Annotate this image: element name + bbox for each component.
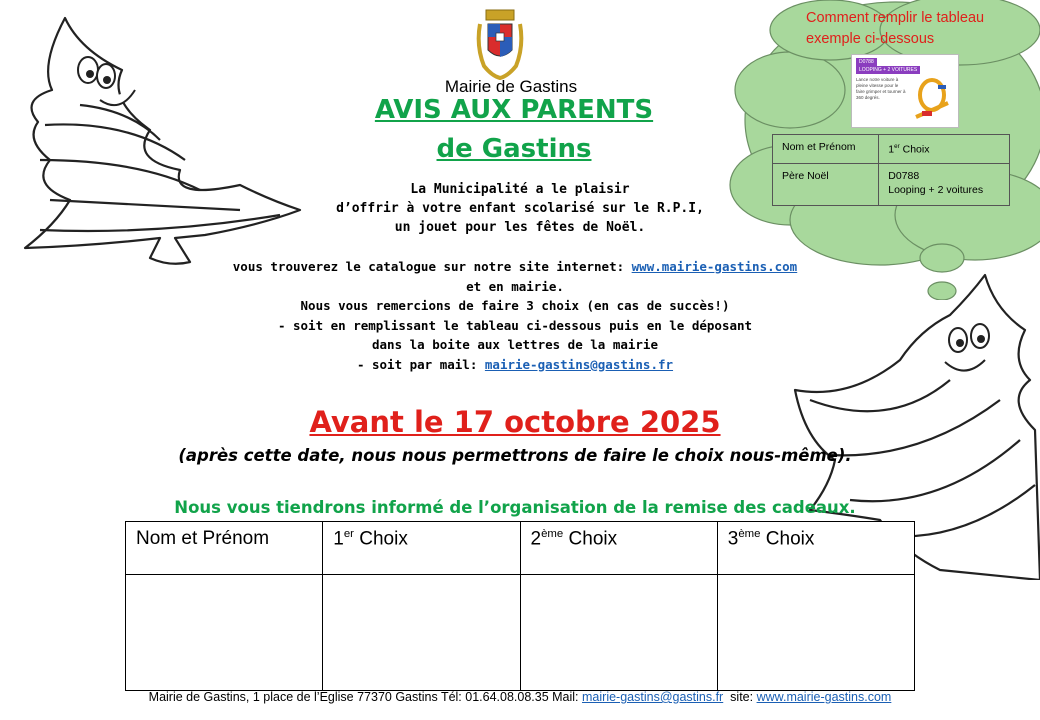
example-row-item: Looping + 2 voitures [888,184,984,197]
info-note: Nous vous tiendrons informé de l’organisation de la remise des cadeaux. [174,498,856,517]
intro-line: un jouet pour les fêtes de Noël. [394,220,646,235]
footer-mail-link[interactable]: mairie-gastins@gastins.fr [582,690,724,704]
mail-line [170,355,860,375]
page-subtitle: de Gastins [436,134,592,164]
footer-site-prefix: site: [723,690,757,704]
header-name: Nom et Prénom [126,522,323,575]
example-caption-line: Comment remplir le tableau [806,10,985,26]
mairie-line: et en mairie. [466,278,564,294]
intro-line: La Municipalité a le plaisir [410,182,630,197]
thumb-desc: Lance notre voiture à pleine vitesse pour le faire grimper et tourner à 360 degrés. [856,77,906,100]
thumb-label: LOOPING + 2 VOITURES [856,66,920,74]
cell-choice-1-input[interactable] [323,575,520,691]
christmas-tree-left-icon [10,10,310,285]
footer-site-link[interactable]: www.mairie-gastins.com [756,690,892,704]
deadline-note: (après cette date, nous nous permettrons de faire le choix nous-même). [178,446,852,465]
mail-link[interactable]: mairie-gastins@gastins.fr [484,356,674,372]
catalog-line [170,257,860,277]
option1-line: - soit en remplissant le tableau ci-dessous puis en le déposant [277,317,753,333]
example-row-ref: D0788 [888,170,920,183]
thumb-ref: D0788 [856,58,877,66]
option1b-line: dans la boite aux lettres de la mairie [372,337,658,352]
catalog-prefix: vous trouverez le catalogue sur notre site internet: [232,259,632,274]
header-choice-1: 1er Choix [323,522,520,575]
choices-line: Nous vous remercions de faire 3 choix (en cas de succès!) [300,298,730,313]
coat-of-arms-icon [474,6,526,80]
example-header-name: Nom et Prénom [773,135,879,164]
footer [60,690,980,704]
cell-choice-2-input[interactable] [520,575,717,691]
deadline-title: Avant le 17 octobre 2025 [309,405,721,439]
intro-line: d’offrir à votre enfant scolarisé sur le R.P.I, [336,201,704,216]
mail-prefix: - soit par mail: [356,356,485,372]
mairie-name: Mairie de Gastins [444,77,578,96]
example-header-choice: 1er Choix [879,135,1010,164]
catalog-thumbnail [851,54,959,128]
example-header-row [773,135,1010,164]
choices-table [125,521,915,691]
example-caption [806,8,1031,50]
table-header-row [126,522,915,575]
example-caption-line: exemple ci-dessous [806,31,935,47]
page-title: AVIS AUX PARENTS [374,95,654,125]
catalog-link[interactable]: www.mairie-gastins.com [631,259,798,274]
header-choice-3: 3ème Choix [717,522,914,575]
example-row-name: Père Noël [773,164,879,206]
example-row [773,164,1010,206]
cell-name-input[interactable] [126,575,323,691]
example-table [772,134,1010,206]
instructions-text [170,257,860,374]
looping-toy-icon [910,73,954,123]
footer-address: Mairie de Gastins, 1 place de l’Eglise 77370 Gastins Tél: 01.64.08.08.35 Mail: [148,690,583,704]
intro-text [290,180,750,237]
header-choice-2: 2ème Choix [520,522,717,575]
table-row [126,575,915,691]
cell-choice-3-input[interactable] [717,575,914,691]
example-row-choice [879,164,1010,206]
